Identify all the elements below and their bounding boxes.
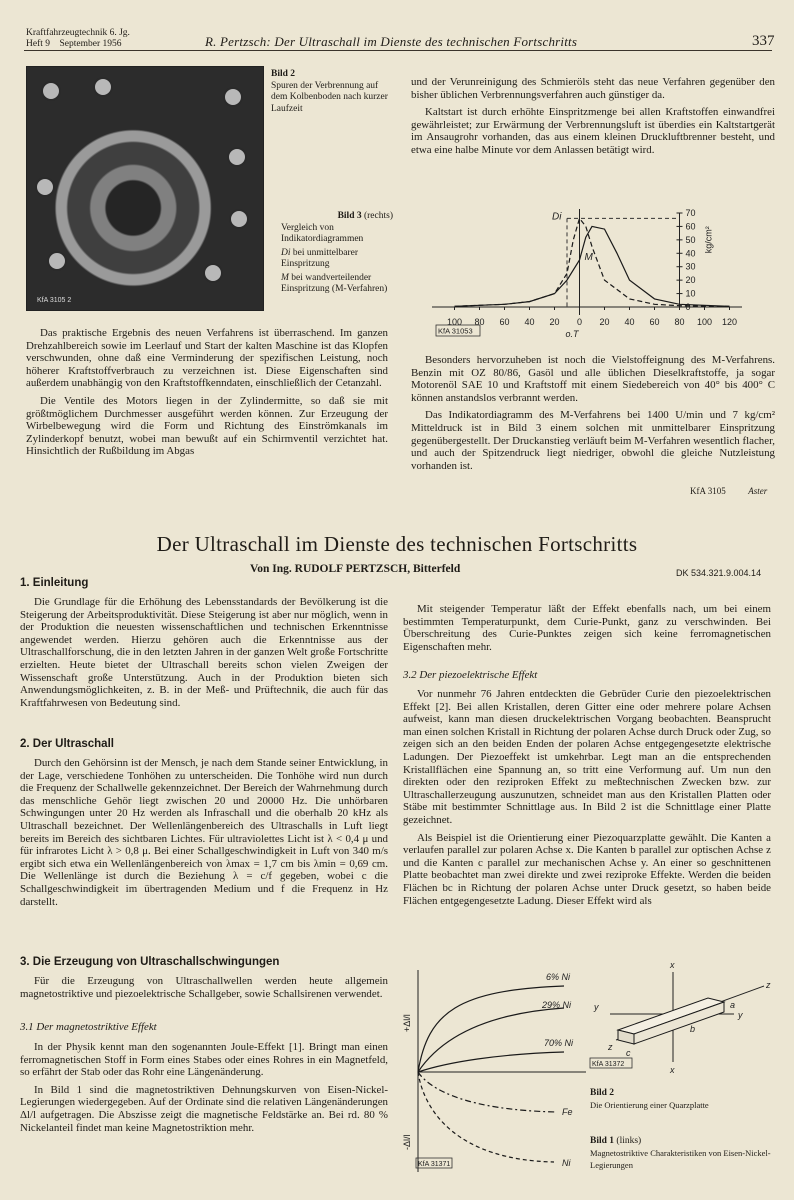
x-tick-label: 80 bbox=[474, 317, 485, 327]
caption-bild2-top bbox=[271, 69, 389, 115]
caption-key: Di bbox=[281, 247, 291, 258]
x-tick-label: 40 bbox=[624, 317, 635, 327]
y-tick-label: 0 bbox=[685, 302, 691, 312]
caption-key: M bbox=[281, 272, 289, 283]
x-tick-label: 20 bbox=[549, 317, 560, 327]
bolt-mark bbox=[229, 209, 249, 229]
caption-suffix: (rechts) bbox=[361, 211, 393, 221]
paragraph: Als Beispiel ist die Orientierung einer Piezoquarzplatte gewählt. Die Kanten a verlaufen parallel zur polaren Achse x. Die Kanten b parallel zur optischen Achse z und die Kanten c parallel zur mechanischen Achse y. An einer so geschnittenen Platte beobachtet man zwei direkte und zwei reziproke Effekte. Werden die beiden Flächen bc in Richtung der polaren Achse unter Druck gesetzt, so haben beide Flächen entgegengesetzte Ladung. Dieser Effekt wird als bbox=[403, 831, 771, 907]
x-tick-label: 100 bbox=[696, 317, 713, 327]
bolt-mark bbox=[41, 81, 61, 101]
bolt-mark bbox=[223, 87, 243, 107]
caption-key-text: bei wandverteilender Einspritzung (M-Verfahren) bbox=[281, 272, 388, 294]
x-tick-label: 60 bbox=[649, 317, 660, 327]
axis-z-label: z bbox=[608, 1042, 613, 1052]
header-rule bbox=[24, 50, 772, 51]
paragraph: Vor nunmehr 76 Jahren entdeckten die Gebrüder Curie den piezoelektrischen Effekt [2]. Bei allen Kristallen, deren Gitter eine oder mehrere polare Achsen aufweist, kann man diesen druckelektrischen Vorgang beobachten. Beansprucht man einen solchen Kristall in Richtung der polaren Achse durch Druck oder Zug, so zeigen sich an den beiden Enden der polaren Achse entgegengesetzte elektrische Ladungen. Der Piezoeffekt ist umkehrbar. Legt man an die entsprechenden Kristallflächen eine Spannung an, so tritt eine Verformung auf. Um nun den direkten oder den reziproken Effekt zu meßtechnischen Zwecken bzw. zur Ultraschallerzeugung auszunutzen, schneidet man aus den Kristallen Platten oder Stäbe mit bestimmter Schnittlage aus. In Bild 2 ist die Schnittlage einer Platte gezeichnet. bbox=[403, 688, 771, 826]
axis-x-label: x bbox=[670, 960, 675, 970]
article-title: Der Ultraschall im Dienste des technischen Fortschritts bbox=[156, 532, 638, 556]
paragraph: In der Physik kennt man den sogenannten Joule-Effekt [1]. Bringt man einen ferromagnetischen Stoff in Form eines Stabes oder eines Rohres in ein Magnetfeld, so erfährt der Stab oder das Rohr eine Längenänderung. bbox=[20, 1041, 388, 1079]
y-tick-label: 10 bbox=[685, 288, 696, 299]
section-body bbox=[20, 596, 388, 714]
paragraph: In Bild 1 sind die magnetostriktiven Dehnungskurven von Eisen-Nickel-Legierungen wiedergegeben. Auf der Ordinate sind die relativen Längenänderungen Δl/l aufgetragen. Die Abszisse zeigt die magnetische Feldstärke an. Bei rd. 80 % Nickelanteil findet man keine Magnetostriktion mehr. bbox=[20, 1083, 388, 1134]
series-line-2 bbox=[418, 1008, 564, 1072]
paragraph: und der Verunreinigung des Schmieröls steht das neue Verfahren gegenüber den bisher üblichen Verbrennungsverfahren auch günstiger da. bbox=[411, 76, 775, 101]
section-body bbox=[403, 603, 771, 658]
quartz-plate-diagram bbox=[588, 958, 778, 1076]
prev-article-right-bottom bbox=[411, 354, 775, 477]
section-heading: 2. Der Ultraschall bbox=[20, 738, 114, 750]
series-label: Ni bbox=[562, 1158, 571, 1168]
axis-y-label: y bbox=[738, 1010, 743, 1020]
paragraph: Besonders hervorzuheben ist noch die Vielstoffeignung des M-Verfahrens. Benzin mit OZ 80/86, Gasöl und alle üblichen Dieselkraftstoffe, ja sogar Motorenöl SAE 10 und Kraftstoff mit einem Siedebereich von 40° bis 400° C können anstandslos verbrannt werden. bbox=[411, 354, 775, 404]
series-line-5 bbox=[418, 1072, 554, 1162]
figure-ref: KfA 31371 bbox=[418, 1161, 451, 1168]
y-axis-label: kg/cm² bbox=[703, 226, 714, 254]
axis-x-label: x bbox=[670, 1065, 675, 1075]
y-tick-label: 70 bbox=[685, 208, 696, 218]
y-tick-label: 20 bbox=[685, 275, 696, 286]
y-tick-label: 60 bbox=[685, 221, 696, 232]
caption-suffix: (links) bbox=[614, 1136, 642, 1146]
figure-ref: KfA 31053 bbox=[438, 326, 473, 336]
edge-label-a: a bbox=[730, 1000, 736, 1010]
journal-info bbox=[26, 28, 130, 50]
piston-photo bbox=[26, 66, 264, 311]
paragraph: Die Grundlage für die Erhöhung des Lebensstandards der Bevölkerung ist die Steigerung der Arbeitsproduktivität. Diese Steigerung ist aber nur möglich, wenn in der Produktion die neuesten wissenschaftlichen und technischen Erkenntnisse angewendet werden. Hierzu gehören auch die Erkenntnisse aus der Ultraschallforschung, die in den letzten Jahren in der ganzen Welt große Fortschritte erzielten. Heute bietet der Ultraschall bereits schon vielen Zweigen der Wissenschaft große Unterstützung. Auch in der Produktion bieten sich Anwendungsmöglichkeiten, z. B. in der Meß- und Prüftechnik, die auch für das Kraftfahrwesen von Bedeutung sind. bbox=[20, 596, 388, 709]
edge-label-c: c bbox=[626, 1048, 631, 1058]
bolt-mark bbox=[203, 263, 223, 283]
caption-label: Bild 1 bbox=[590, 1136, 615, 1146]
caption-bild3 bbox=[281, 211, 393, 296]
section-body bbox=[20, 1041, 388, 1139]
paragraph: Für die Erzeugung von Ultraschallwellen werden heute allgemein magnetostriktive und piezoelektrische Schallgeber, sowie Schallsirenen verwendet. bbox=[20, 975, 388, 1000]
caption-label: Bild 2 bbox=[590, 1088, 615, 1098]
series-line-1 bbox=[418, 986, 564, 1072]
x-axis-label: o.T bbox=[565, 329, 579, 339]
series-label-di: Di bbox=[552, 211, 562, 223]
article-signature bbox=[690, 486, 767, 496]
x-tick-label: 120 bbox=[721, 317, 738, 327]
article-byline: Von Ing. RUDOLF PERTZSCH, Bitterfeld bbox=[250, 563, 461, 575]
caption-label: Bild 2 bbox=[271, 69, 296, 79]
x-tick-label: 20 bbox=[599, 317, 610, 327]
series-line-4 bbox=[418, 1072, 556, 1112]
y-tick-label: 30 bbox=[685, 261, 696, 272]
x-tick-label: 40 bbox=[524, 317, 535, 327]
section-body bbox=[20, 975, 388, 1005]
dk-classification: DK 534.321.9.004.14 bbox=[676, 568, 762, 578]
paragraph: Das praktische Ergebnis des neuen Verfahrens ist überraschend. Im ganzen Drehzahlbereich sowie im Leerlauf und Start der kalten Maschine ist das Klopfen verschwunden, ohne daß eine Verminderung der spezifischen Leistung, noch höherer Kraftstoffverbrauch zu verzeichnen ist. Diese Eigenschaften sind außerdem unabhängig von den Kraftstoffkenndaten, einschließlich der Cetanzahl. bbox=[26, 327, 388, 390]
caption-label: Bild 3 bbox=[337, 211, 362, 221]
signature-ref: KfA 3105 bbox=[690, 486, 726, 496]
bolt-mark bbox=[35, 177, 55, 197]
x-tick-label: 0 bbox=[576, 317, 583, 327]
running-title: R. Pertzsch: Der Ultraschall im Dienste des technischen Fortschritts bbox=[205, 34, 578, 49]
series-label: 70% Ni bbox=[544, 1038, 574, 1048]
indicator-diagram-chart bbox=[412, 205, 762, 350]
axis-z-label: z bbox=[766, 980, 771, 990]
section-heading: 1. Einleitung bbox=[20, 577, 89, 589]
paragraph: Mit steigender Temperatur läßt der Effekt ebenfalls nach, um bei einem bestimmten Temperaturpunkt, dem Curie-Punkt, ganz zu verschwinden. Bei Überschreitung des Curie-Punktes zeigen sich keine ferromagnetischen Eigenschaften mehr. bbox=[403, 603, 771, 653]
caption-bild1 bbox=[590, 1136, 780, 1173]
series-line-3 bbox=[418, 1052, 564, 1072]
figure-ref: KfA 31372 bbox=[592, 1061, 625, 1068]
series-label: 6% Ni bbox=[546, 972, 571, 982]
bolt-mark bbox=[227, 147, 247, 167]
caption-text: Vergleich von Indikatordiagrammen bbox=[281, 222, 364, 244]
y-axis-label-positive: +Δl/l bbox=[402, 1014, 412, 1032]
subsection-heading: 3.2 Der piezoelektrische Effekt bbox=[403, 669, 538, 681]
prev-article-right-top bbox=[411, 76, 775, 162]
photo-reference: KfA 3105 2 bbox=[37, 297, 72, 304]
caption-text: Magnetostriktive Charakteristiken von Eisen-Nickel-Legierungen bbox=[590, 1147, 771, 1170]
magnetostriction-chart bbox=[396, 962, 592, 1180]
journal-line-1: Kraftfahrzeugtechnik 6. Jg. bbox=[26, 28, 130, 38]
x-tick-label: 80 bbox=[674, 317, 685, 327]
subsection-heading: 3.1 Der magnetostriktive Effekt bbox=[20, 1021, 157, 1033]
y-tick-label: 40 bbox=[685, 248, 696, 259]
signature-name: Aster bbox=[748, 486, 768, 496]
y-tick-label: 50 bbox=[685, 234, 696, 245]
x-tick-label: 60 bbox=[499, 317, 510, 327]
section-heading: 3. Die Erzeugung von Ultraschallschwingungen bbox=[20, 956, 280, 968]
y-axis-label-negative: -Δl/l bbox=[402, 1134, 412, 1150]
bolt-mark bbox=[47, 251, 67, 271]
section-body bbox=[403, 688, 771, 912]
bolt-mark bbox=[93, 77, 113, 97]
caption-text: Spuren der Verbrennung auf dem Kolbenboden nach kurzer Laufzeit bbox=[271, 80, 388, 114]
prev-article-left bbox=[26, 327, 388, 463]
section-body bbox=[20, 757, 388, 913]
series-label: 29% Ni bbox=[542, 1000, 572, 1010]
caption-bild2-bottom bbox=[590, 1088, 780, 1112]
caption-text: Die Orientierung einer Quarzplatte bbox=[590, 1099, 709, 1110]
series-label-m: M bbox=[584, 252, 593, 263]
paragraph: Die Ventile des Motors liegen in der Zylindermitte, so daß sie mit größtmöglichem Durchmesser ausgeführt werden können. Zur Erzeugung der Wirbelbewegung wird die Form und Richtung des Einströmkanals im Zylinderkopf benutzt, wobei man bewußt auf ein Schirmventil verzichtet hat. Hinsichtlich der Rußbildung im Abgas bbox=[26, 394, 388, 458]
caption-key-text: bei unmittelbarer Einspritzung bbox=[281, 247, 359, 269]
journal-line-2: Heft 9 September 1956 bbox=[26, 39, 122, 49]
axis-y-label: y bbox=[594, 1002, 599, 1012]
paragraph: Das Indikatordiagramm des M-Verfahrens bei 1400 U/min und 7 kg/cm² Mitteldruck ist in Bild 3 einem solchen mit unmittelbarer Einspritzung gegenübergestellt. Der Druckanstieg verläuft beim M-Verfahren wesentlich flacher, und auch der Spitzendruck liegt niedriger, obwohl die gleiche Nutzleistung vorhanden ist. bbox=[411, 409, 775, 472]
series-label: Fe bbox=[562, 1107, 573, 1117]
page-number: 337 bbox=[752, 33, 775, 49]
paragraph: Kaltstart ist durch erhöhte Einspritzmenge bei allen Kraftstoffen einwandfrei gewährleistet; zur Erwärmung der Verbrennungsluft ist überdies ein Kaltstartgerät im Ansaugrohr vorhanden, das aus einem kleinen Druckluftbrenner besteht, und etwa eine halbe Minute vor dem Anlassen betätigt wird. bbox=[411, 106, 775, 156]
edge-label-b: b bbox=[690, 1024, 696, 1034]
x-tick-label: 100 bbox=[446, 317, 463, 327]
paragraph: Durch den Gehörsinn ist der Mensch, je nach dem Stande seiner Entwicklung, in der Lage, verschiedene Tonhöhen zu unterscheiden. Die Tonhöhe wird nun durch die Frequenz der Schallwelle gekennzeichnet. Der Bereich der Wahrnehmung durch das menschliche Gehör liegt zwischen 20 und 20000 Hz. Die unhörbaren Schwingungen unter 20 Hz werden als Infraschall und die oberhalb 20 kHz als Ultraschall bezeichnet. Der Wellenlängenbereich des Ultraschalls in Luft liegt bereits im Bereich des sichtbaren Lichtes. Für ultraviolettes Licht ist λ < 0,4 μ und für infrarotes Licht λ > 0,8 μ. Bei einer Schallgeschwindigkeit in Luft von 340 m/s ergibt sich etwa ein Wellenlängenbereich von λmax = 1,7 cm bis λmin = 0,69 cm. Die Wellenlänge ist durch die Beziehung λ = c/f gegeben, wobei c die Schallgeschwindigkeit im übertragenden Medium und f die Frequenz in Hz darstellt. bbox=[20, 757, 388, 908]
